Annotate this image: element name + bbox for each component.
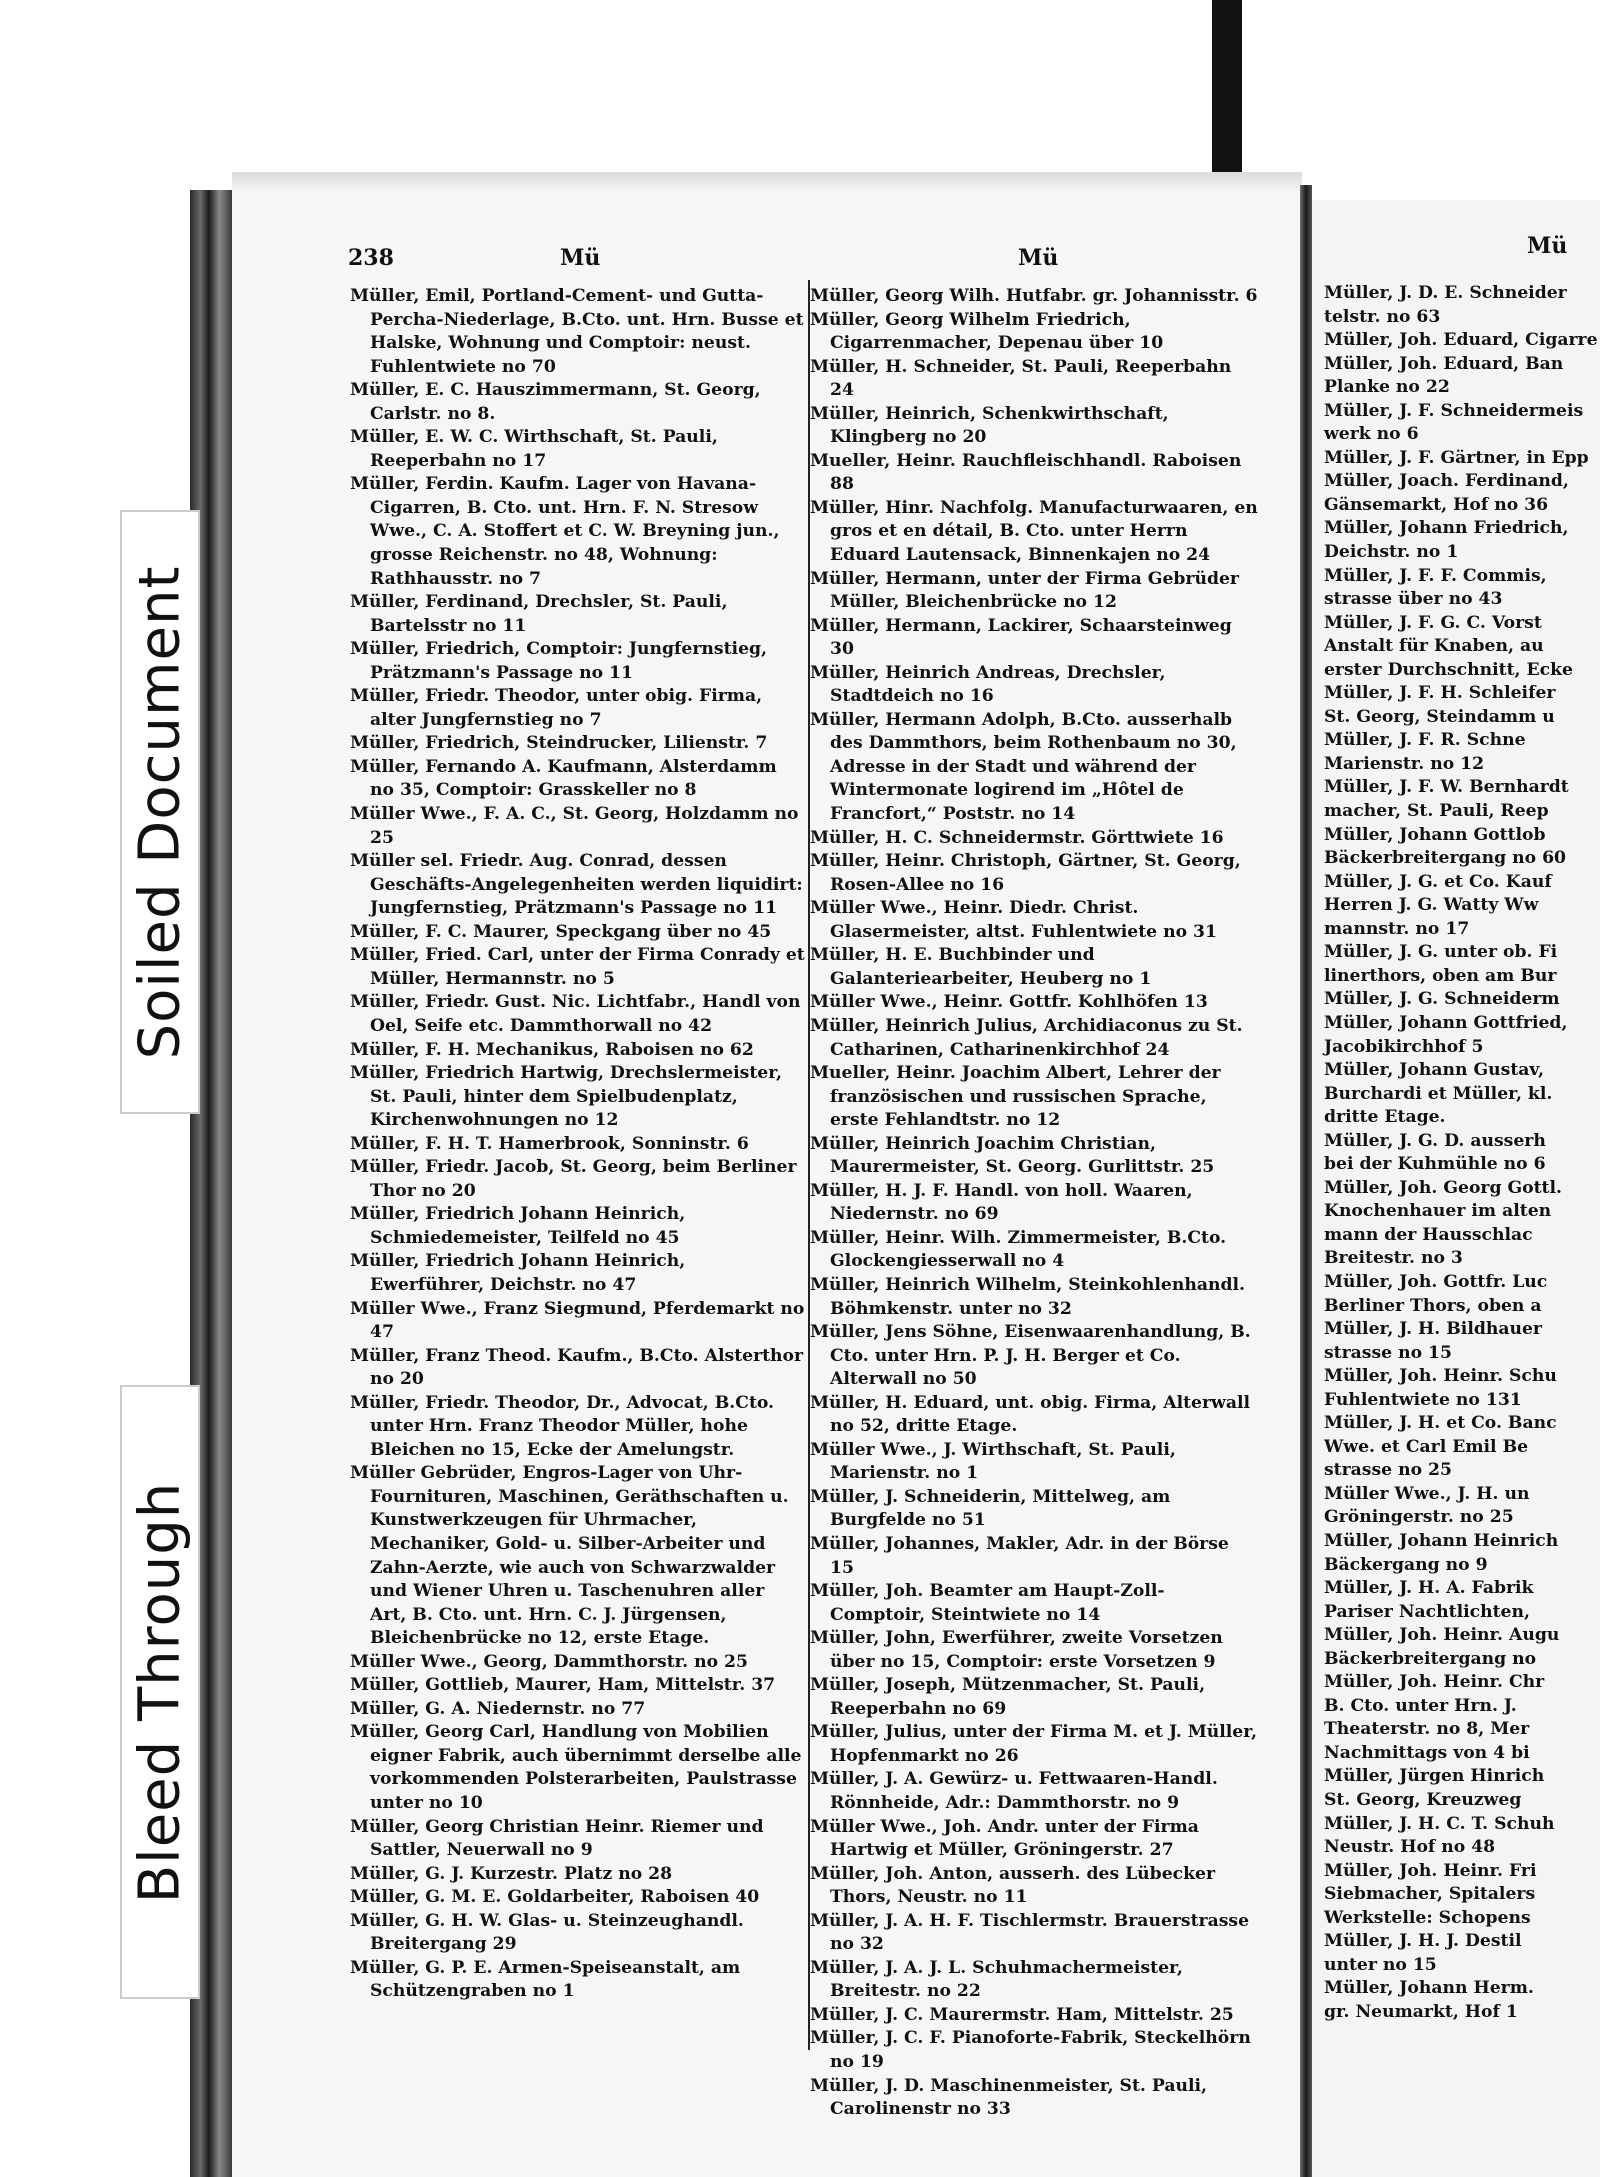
- directory-entry: Müller, Heinrich Andreas, Drechsler, Stadtdeich no 16: [810, 662, 1166, 707]
- label-soiled-text: Soiled Document: [127, 565, 193, 1059]
- directory-entry: Müller, Jens Söhne, Eisenwaarenhandlung, B. Cto. unter Hrn. P. J. H. Berger et Co. Alterwall no 50: [810, 1322, 1251, 1390]
- directory-entry: Müller, J. D. E. Schneider: [1324, 283, 1567, 303]
- directory-entry: Müller, J. H. Bildhauer: [1324, 1319, 1542, 1340]
- directory-entry: Müller, Friedrich Hartwig, Drechslermeister, St. Pauli, hinter dem Spielbudenplatz, Kirchenwohnungen no 12: [350, 1063, 782, 1131]
- directory-entry: Müller, J. F. H. Schleifer: [1324, 683, 1556, 704]
- directory-entry: Müller, Georg Wilh. Hutfabr. gr. Johannisstr. 6: [810, 286, 1258, 306]
- directory-entry: Müller, Friedrich, Steindrucker, Lilienstr. 7: [350, 733, 768, 754]
- directory-entry: Müller Wwe., Heinr. Diedr. Christ. Glasermeister, altst. Fuhlentwiete no 31: [810, 898, 1217, 942]
- directory-entry: Müller sel. Friedr. Aug. Conrad, dessen Geschäfts-Angelegenheiten werden liquidirt: Jungfernstieg, Prätzmann's Passage no 11: [350, 851, 803, 919]
- directory-entry: Marienstr. no 12: [1324, 753, 1485, 774]
- directory-entry: strasse über no 43: [1324, 589, 1503, 610]
- directory-entry: Müller, J. A. J. L. Schuhmachermeister, Breitestr. no 22: [810, 1957, 1183, 2002]
- directory-entry: Müller, H. C. Schneidermstr. Görttwiete 16: [810, 827, 1224, 848]
- directory-entry: Müller, H. Eduard, unt. obig. Firma, Alterwall no 52, dritte Etage.: [810, 1392, 1251, 1437]
- directory-entry: Müller, Hermann, Lackirer, Schaarsteinweg 30: [810, 615, 1232, 660]
- directory-entry: Müller, J. G. D. ausserh: [1324, 1130, 1546, 1151]
- directory-entry: Müller, Friedrich, Comptoir: Jungfernstieg, Prätzmann's Passage no 11: [350, 639, 768, 683]
- directory-entry: mann der Hausschlac: [1324, 1224, 1533, 1245]
- book-gutter: [1300, 185, 1312, 2177]
- directory-entry: Bäckerbreitergang no: [1324, 1648, 1537, 1669]
- directory-entry: Müller, G. P. E. Armen-Speiseanstalt, am Schützengraben no 1: [350, 1957, 741, 2002]
- directory-entry: macher, St. Pauli, Reep: [1324, 801, 1549, 822]
- directory-entry: Müller, Joh. Heinr. Schu: [1324, 1366, 1557, 1387]
- directory-entry: telstr. no 63: [1324, 306, 1441, 327]
- directory-entry: Müller, Ferdinand, Drechsler, St. Pauli, Bartelsstr no 11: [350, 592, 728, 636]
- directory-entry: Wwe. et Carl Emil Be: [1324, 1436, 1529, 1457]
- header-center: Mü: [1018, 245, 1059, 271]
- directory-entry: unter no 15: [1324, 1954, 1437, 1975]
- directory-entry: Müller, Franz Theod. Kaufm., B.Cto. Alsterthor no 20: [350, 1345, 804, 1390]
- directory-entry: Berliner Thors, oben a: [1324, 1295, 1542, 1316]
- directory-entry: Müller, J. Schneiderin, Mittelweg, am Burgfelde no 51: [810, 1486, 1171, 1531]
- directory-entry: Müller, Friedr. Theodor, Dr., Advocat, B.Cto. unter Hrn. Franz Theodor Müller, hohe Bleichen no 15, Ecke der Amelungstr.: [350, 1392, 775, 1460]
- directory-entry: Deichstr. no 1: [1324, 542, 1459, 563]
- directory-entry: Fuhlentwiete no 131: [1324, 1389, 1522, 1410]
- directory-entry: Jacobikirchhof 5: [1324, 1036, 1484, 1057]
- directory-entry: Müller, Joseph, Mützenmacher, St. Pauli, Reeperbahn no 69: [810, 1675, 1206, 1719]
- directory-entry: Müller, J. H. J. Destil: [1324, 1931, 1522, 1952]
- directory-entry: Müller, G. J. Kurzestr. Platz no 28: [350, 1863, 673, 1884]
- directory-entry: Neustr. Hof no 48: [1324, 1837, 1496, 1858]
- directory-entry: Müller, Johann Herm.: [1324, 1978, 1534, 1999]
- directory-entry: Pariser Nachtlichten,: [1324, 1601, 1530, 1622]
- directory-entry: Müller Wwe., Heinr. Gottfr. Kohlhöfen 13: [810, 992, 1208, 1013]
- directory-entry: Müller, J. G. et Co. Kauf: [1324, 871, 1552, 892]
- directory-entry: Müller, J. F. Gärtner, in Epp: [1324, 447, 1589, 468]
- directory-entry: Müller, Hermann Adolph, B.Cto. ausserhalb des Dammthors, beim Rothenbaum no 30, Adresse in der Stadt und während der Wintermonate logirend im „Hôtel de Francfort,“ Poststr. no 14: [810, 709, 1237, 825]
- directory-entry: Müller, Joh. Heinr. Fri: [1324, 1860, 1537, 1881]
- directory-entry: strasse no 25: [1324, 1460, 1452, 1481]
- directory-entry: Müller, F. H. T. Hamerbrook, Sonninstr. 6: [350, 1133, 749, 1154]
- directory-entry: gr. Neumarkt, Hof 1: [1324, 2001, 1518, 2022]
- directory-entry: Müller, Friedrich Johann Heinrich, Schmiedemeister, Teilfeld no 45: [350, 1204, 686, 1248]
- directory-entry: Müller, Johann Gottlob: [1324, 824, 1546, 845]
- directory-entry: Müller Wwe., Joh. Andr. unter der Firma Hartwig et Müller, Gröningerstr. 27: [810, 1816, 1199, 1861]
- directory-entry: Müller, Friedr. Jacob, St. Georg, beim Berliner Thor no 20: [350, 1157, 797, 1201]
- directory-entry: linerthors, oben am Bur: [1324, 965, 1557, 986]
- page-right: [1312, 200, 1600, 2177]
- directory-entry: Müller, Johann Gustav,: [1324, 1060, 1544, 1081]
- directory-entry: Müller, E. C. Hauszimmermann, St. Georg, Carlstr. no 8.: [350, 380, 761, 424]
- directory-entry: Gänsemarkt, Hof no 36: [1324, 494, 1549, 515]
- directory-entry: Bäckerbreitergang no 60: [1324, 848, 1567, 869]
- directory-entry: Müller, Joh. Georg Gottl.: [1324, 1177, 1563, 1198]
- directory-entry: Nachmittags von 4 bi: [1324, 1742, 1530, 1763]
- directory-entry: Müller, Johann Heinrich: [1324, 1530, 1559, 1551]
- directory-entry: werk no 6: [1324, 424, 1419, 445]
- directory-entry: Mueller, Heinr. Rauchfleischhandl. Raboisen 88: [810, 450, 1242, 495]
- directory-entry: erster Durchschnitt, Ecke: [1324, 659, 1573, 680]
- directory-entry: Knochenhauer im alten: [1324, 1201, 1552, 1222]
- directory-entry: Müller, Joh. Anton, ausserh. des Lübecker Thors, Neustr. no 11: [810, 1863, 1215, 1908]
- directory-entry: Burchardi et Müller, kl.: [1324, 1083, 1553, 1104]
- directory-entry: Anstalt für Knaben, au: [1324, 636, 1544, 657]
- directory-entry: Müller, G. M. E. Goldarbeiter, Raboisen 40: [350, 1887, 760, 1908]
- directory-entry: Müller, Heinrich Wilhelm, Steinkohlenhandl. Böhmkenstr. unter no 32: [810, 1274, 1245, 1319]
- directory-entry: Müller, Joh. Eduard, Cigarre: [1324, 330, 1598, 351]
- directory-entry: dritte Etage.: [1324, 1107, 1446, 1128]
- directory-entry: Herren J. G. Watty Ww: [1324, 895, 1539, 916]
- directory-entry: Müller, H. E. Buchbinder und Galanteriearbeiter, Heuberg no 1: [810, 945, 1152, 989]
- directory-entry: Planke no 22: [1324, 377, 1450, 398]
- directory-entry: Müller, J. A. H. F. Tischlermstr. Brauerstrasse no 32: [810, 1910, 1250, 1955]
- directory-entry: Theaterstr. no 8, Mer: [1324, 1719, 1530, 1740]
- directory-entry: Müller, Heinrich Julius, Archidiaconus zu St. Catharinen, Catharinenkirchhof 24: [810, 1015, 1243, 1060]
- directory-entry: B. Cto. unter Hrn. J.: [1324, 1695, 1517, 1716]
- page-number: 238: [348, 245, 394, 271]
- directory-entry: Müller, J. G. unter ob. Fi: [1324, 942, 1558, 963]
- directory-entry: Müller Wwe., J. H. un: [1324, 1483, 1530, 1504]
- directory-entry: Müller, Joh. Eduard, Ban: [1324, 353, 1564, 374]
- directory-entry: Müller Gebrüder, Engros-Lager von Uhr-Fournituren, Maschinen, Geräthschaften u. Kunstwerkzeugen für Uhrmacher, Mechaniker, Gold- u. Silber-Arbeiter und Zahn-Aerzte, wie auch von Schwarzwalder und Wiener Uhren u. Taschenuhren aller Art, B. Cto. unt. Hrn. C. J. Jürgensen, Bleichenbrücke no 12, erste Etage.: [350, 1463, 789, 1649]
- directory-entry: Gröningerstr. no 25: [1324, 1507, 1514, 1528]
- directory-entry: strasse no 15: [1324, 1342, 1452, 1363]
- label-bleed-text: Bleed Through: [127, 1481, 193, 1903]
- directory-entry: Müller, Hinr. Nachfolg. Manufacturwaaren, en gros et en détail, B. Cto. unter Herrn Eduard Lautensack, Binnenkajen no 24: [810, 497, 1258, 566]
- directory-entry: Müller, Heinr. Wilh. Zimmermeister, B.Cto. Glockengiesserwall no 4: [810, 1227, 1227, 1272]
- directory-entry: Müller, J. F. R. Schne: [1324, 730, 1526, 751]
- directory-entry: Müller, Heinrich, Schenkwirthschaft, Klingberg no 20: [810, 403, 1169, 448]
- directory-entry: Müller, Heinrich Joachim Christian, Maurermeister, St. Georg. Gurlittstr. 25: [810, 1133, 1215, 1178]
- directory-entry: Müller, Johann Friedrich,: [1324, 518, 1569, 539]
- directory-entry: Müller, Georg Christian Heinr. Riemer und Sattler, Neuerwall no 9: [350, 1816, 764, 1861]
- column-right: [1324, 282, 1600, 2024]
- directory-entry: mannstr. no 17: [1324, 918, 1470, 939]
- directory-entry: bei der Kuhmühle no 6: [1324, 1154, 1546, 1175]
- directory-entry: Müller, J. F. Schneidermeis: [1324, 400, 1584, 421]
- directory-entry: Müller, H. J. F. Handl. von holl. Waaren, Niedernstr. no 69: [810, 1180, 1193, 1225]
- directory-entry: Müller, Friedr. Gust. Nic. Lichtfabr., Handl von Oel, Seife etc. Dammthorwall no 42: [350, 992, 801, 1036]
- directory-entry: Müller, J. F. G. C. Vorst: [1324, 612, 1542, 633]
- directory-entry: Müller, J. G. Schneiderm: [1324, 989, 1560, 1010]
- directory-entry: Müller, J. D. Maschinenmeister, St. Pauli, Carolinenstr no 33: [810, 2075, 1207, 2120]
- directory-entry: Müller, Hermann, unter der Firma Gebrüder Müller, Bleichenbrücke no 12: [810, 568, 1239, 613]
- directory-entry: Müller, J. A. Gewürz- u. Fettwaaren-Handl. Rönnheide, Adr.: Dammthorstr. no 9: [810, 1769, 1218, 1813]
- directory-entry: Müller, Fried. Carl, unter der Firma Conrady et Müller, Hermannstr. no 5: [350, 945, 805, 989]
- directory-entry: Müller, J. H. C. T. Schuh: [1324, 1813, 1555, 1834]
- directory-entry: Müller, Georg Wilhelm Friedrich, Cigarrenmacher, Depenau über 10: [810, 309, 1164, 354]
- directory-entry: Müller, Julius, unter der Firma M. et J. Müller, Hopfenmarkt no 26: [810, 1722, 1258, 1766]
- header-left: Mü: [560, 245, 601, 271]
- directory-entry: Müller, F. H. Mechanikus, Raboisen no 62: [350, 1039, 754, 1060]
- directory-entry: Müller, E. W. C. Wirthschaft, St. Pauli, Reeperbahn no 17: [350, 427, 718, 471]
- directory-entry: Müller, Joh. Heinr. Chr: [1324, 1672, 1545, 1693]
- directory-entry: Müller, H. Schneider, St. Pauli, Reeperbahn 24: [810, 356, 1232, 401]
- directory-entry: Breitestr. no 3: [1324, 1248, 1463, 1269]
- scan-black-bar: [1212, 0, 1242, 190]
- directory-entry: Müller Wwe., F. A. C., St. Georg, Holzdamm no 25: [350, 804, 799, 848]
- label-bleed-through: [120, 1385, 200, 1999]
- directory-entry: Müller, Jürgen Hinrich: [1324, 1766, 1545, 1787]
- directory-entry: Müller, F. C. Maurer, Speckgang über no 45: [350, 921, 772, 942]
- directory-entry: Müller, Gottlieb, Maurer, Ham, Mittelstr. 37: [350, 1675, 776, 1696]
- directory-entry: St. Georg, Steindamm u: [1324, 706, 1555, 727]
- directory-entry: Müller, Johann Gottfried,: [1324, 1012, 1568, 1033]
- directory-entry: Müller, J. C. Maurermstr. Ham, Mittelstr. 25: [810, 2004, 1234, 2025]
- directory-entry: Mueller, Heinr. Joachim Albert, Lehrer der französischen und russischen Sprache, erste Fehlandtstr. no 12: [810, 1063, 1221, 1131]
- header-right: Mü: [1527, 233, 1568, 259]
- directory-entry: Müller, John, Ewerführer, zweite Vorsetzen über no 15, Comptoir: erste Vorsetzen 9: [810, 1628, 1223, 1672]
- directory-entry: Müller, J. C. F. Pianoforte-Fabrik, Steckelhörn no 19: [810, 2028, 1251, 2073]
- directory-entry: Müller, Georg Carl, Handlung von Mobilien eigner Fabrik, auch übernimmt derselbe alle vorkommenden Polsterarbeiten, Paulstrasse unter no 10: [350, 1722, 802, 1813]
- directory-entry: Müller, Joh. Beamter am Haupt-Zoll-Comptoir, Steintwiete no 14: [810, 1581, 1165, 1625]
- directory-entry: Müller, Johannes, Makler, Adr. in der Börse 15: [810, 1533, 1229, 1578]
- directory-entry: Müller, G. H. W. Glas- u. Steinzeughandl. Breitergang 29: [350, 1910, 744, 1955]
- directory-entry: St. Georg, Kreuzweg: [1324, 1790, 1522, 1810]
- directory-entry: Müller, J. H. A. Fabrik: [1324, 1578, 1534, 1599]
- directory-entry: Müller, Friedr. Theodor, unter obig. Firma, alter Jungfernstieg no 7: [350, 686, 763, 730]
- directory-entry: Müller, J. F. F. Commis,: [1324, 565, 1547, 586]
- directory-entry: Müller, G. A. Niedernstr. no 77: [350, 1698, 646, 1719]
- directory-entry: Müller, Fernando A. Kaufmann, Alsterdamm no 35, Comptoir: Grasskeller no 8: [350, 756, 777, 801]
- label-soiled-document: [120, 510, 200, 1114]
- directory-entry: Müller, Joh. Heinr. Augu: [1324, 1625, 1560, 1646]
- directory-entry: Siebmacher, Spitalers: [1324, 1884, 1536, 1905]
- directory-entry: Müller, J. H. et Co. Banc: [1324, 1413, 1557, 1434]
- directory-entry: Müller, Joh. Gottfr. Luc: [1324, 1271, 1548, 1292]
- directory-entry: Müller Wwe., Franz Siegmund, Pferdemarkt no 47: [350, 1298, 805, 1343]
- directory-entry: Müller Wwe., Georg, Dammthorstr. no 25: [350, 1651, 748, 1672]
- directory-entry: Müller, Friedrich Johann Heinrich, Ewerführer, Deichstr. no 47: [350, 1251, 686, 1295]
- directory-entry: Müller, Joach. Ferdinand,: [1324, 471, 1569, 492]
- directory-entry: Bäckergang no 9: [1324, 1554, 1488, 1575]
- directory-entry: Müller, Ferdin. Kaufm. Lager von Havana-Cigarren, B. Cto. unt. Hrn. F. N. Stresow Wwe., C. A. Stoffert et C. W. Breyning jun., grosse Reichenstr. no 48, Wohnung: Rathhausstr. no 7: [350, 474, 780, 589]
- directory-entry: Müller, Emil, Portland-Cement- und Gutta-Percha-Niederlage, B.Cto. unt. Hrn. Busse et Halske, Wohnung und Comptoir: neust. Fuhlentwiete no 70: [350, 286, 804, 377]
- column-left: [350, 285, 805, 2004]
- directory-entry: Müller Wwe., J. Wirthschaft, St. Pauli, Marienstr. no 1: [810, 1439, 1176, 1484]
- column-middle: [810, 285, 1258, 2122]
- directory-entry: Müller, J. F. W. Bernhardt: [1324, 777, 1569, 798]
- directory-entry: Müller, Heinr. Christoph, Gärtner, St. Georg, Rosen-Allee no 16: [810, 851, 1241, 895]
- directory-entry: Werkstelle: Schopens: [1324, 1907, 1531, 1928]
